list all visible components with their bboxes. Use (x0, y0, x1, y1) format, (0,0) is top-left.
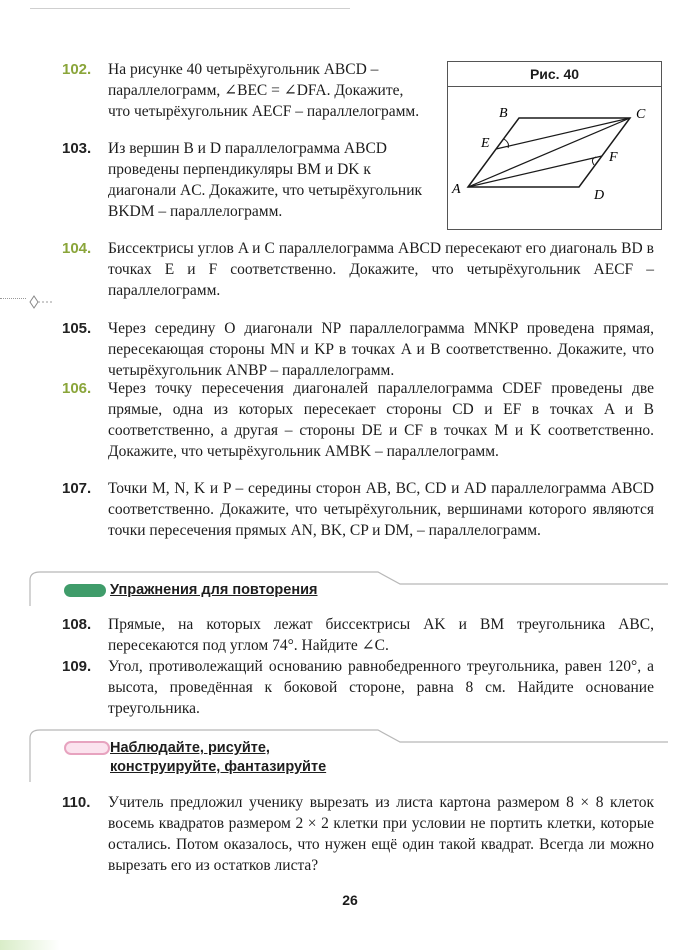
parallelogram-diagram (448, 87, 661, 229)
problem-109 (62, 656, 654, 719)
problem-105 (62, 318, 654, 381)
problem-text: Учитель предложил ученику вырезать из листа картона размером 8 × 8 клеток восемь квадратов размером 2 × 2 клетки при условии не портить клетки, которые остались. Потом оказалось, что нужен ещё один такой квадрат. Всегда ли можно вырезать его из остатков листа? (108, 794, 654, 874)
problem-number: 104. (62, 240, 92, 257)
problem-text: Угол, противолежащий основанию равнобедренного треугольника, равен 120°, а высота, проведённая к боковой стороне, равна 8 см. Найдите основание треугольника. (108, 658, 654, 717)
label-d: D (594, 188, 605, 203)
problem-text: Через середину O диагонали NP параллелограмма MNKP проведена прямая, пересекающая стороны MN и KP в точках A и B соответственно. Докажите, что четырёхугольник ANBP – параллелограмм. (108, 320, 654, 379)
label-e: E (481, 136, 490, 151)
problem-number: 105. (62, 320, 92, 337)
problem-number: 102. (62, 61, 92, 78)
problem-text: Биссектрисы углов A и C параллелограмма ABCD пересекают его диагональ BD в точках E и F соответственно. Докажите, что четырёхугольник AECF – параллелограмм. (108, 240, 654, 299)
corner-decoration (0, 940, 60, 950)
problem-number: 110. (62, 794, 91, 811)
difficulty-mark-icon (14, 292, 54, 312)
problem-text: Точки M, N, K и P – середины сторон AB, BC, CD и AD параллелограмма ABCD соответственно. Докажите, что четырёхугольник, вершинами которого являются точки пересечения прямых AN, BK, CP и DM, – параллелограмм. (108, 480, 654, 539)
figure-caption: Рис. 40 (448, 62, 661, 87)
green-pill-icon (64, 584, 106, 597)
problem-107 (62, 478, 654, 541)
problem-108 (62, 614, 654, 656)
section-observe (28, 724, 668, 782)
problem-102 (62, 59, 423, 122)
problem-110 (62, 792, 654, 876)
section-title-line2: конструируйте, фантазируйте (110, 759, 327, 775)
section-review (28, 566, 668, 606)
problem-text: На рисунке 40 четырёхугольник ABCD – параллелограмм, ∠BEC = ∠DFA. Докажите, что четырёхугольник AECF – параллелограмм. (108, 61, 420, 120)
problem-number: 103. (62, 140, 92, 157)
section-title: Упражнения для повторения (110, 582, 318, 598)
label-a: A (452, 182, 461, 197)
label-f: F (609, 150, 618, 165)
section-title-line1: Наблюдайте, рисуйте, (110, 740, 270, 756)
problem-number: 106. (62, 380, 92, 397)
problem-number: 109. (62, 658, 92, 675)
problem-text: Прямые, на которых лежат биссектрисы AK и BM треугольника ABC, пересекаются под углом 74°. Найдите ∠C. (108, 616, 654, 654)
pink-pill-icon (64, 741, 110, 755)
figure-40 (447, 61, 662, 230)
problem-text: Из вершин B и D параллелограмма ABCD проведены перпендикуляры BM и DK к диагонали AC. Докажите, что четырёхугольник BKDM – параллелограмм. (108, 140, 423, 220)
label-b: B (499, 106, 508, 121)
page-number: 26 (342, 892, 358, 908)
problem-104 (62, 238, 654, 301)
problem-103 (62, 138, 423, 222)
problem-text: Через точку пересечения диагоналей параллелограмма CDEF проведены две прямые, одна из которых пересекает стороны CD и EF в точках A и B соответственно, а другая – стороны DE и CF в точках M и K соответственно. Докажите, что четырёхугольник AMBK – параллелограмм. (108, 380, 654, 460)
top-rule (30, 8, 350, 9)
problem-106 (62, 378, 654, 462)
label-c: C (636, 107, 646, 122)
problem-number: 108. (62, 616, 92, 633)
problem-number: 107. (62, 480, 92, 497)
